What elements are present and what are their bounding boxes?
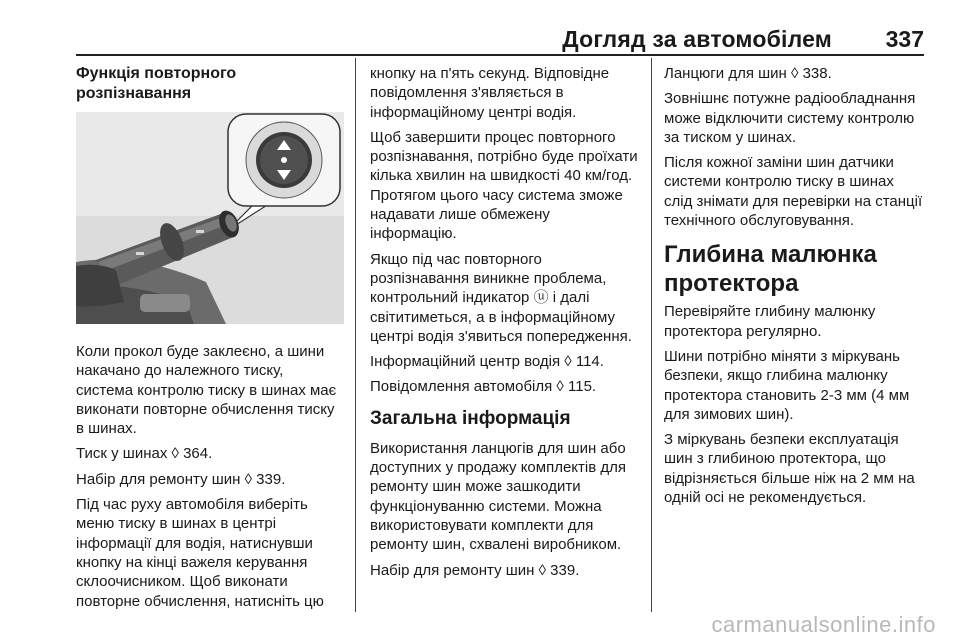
paragraph: Використання ланцюгів для шин або доступних у продажу комплектів для ремонту шин може зашкодити функціонуванню системи. Можна використовувати комплекти для ремонту шин, схвалені виробником. [370, 439, 626, 554]
cross-reference: Повідомлення автомобіля ◊ 115. [370, 378, 597, 396]
column-1 [76, 64, 344, 617]
cross-reference: Інформаційний центр водія ◊ 114. [370, 353, 604, 371]
cross-reference: Тиск у шинах ◊ 364. [76, 445, 213, 463]
paragraph: Зовнішнє потужне радіообладнання може відключити систему контролю за тиском у шинах. [664, 90, 916, 146]
cross-reference: Набір для ремонту шин ◊ 339. [76, 470, 286, 488]
watermark: carmanualsonline.info [711, 612, 936, 637]
section-subheading: Функція повторного розпізнавання [76, 65, 237, 102]
column-2 [370, 64, 640, 586]
paragraph: Після кожної заміни шин датчики системи контролю тиску в шинах слід знімати для перевірки на станції технічного обслуговування. [664, 154, 923, 230]
page-header [0, 0, 960, 58]
section-heading: Глибина малюнка протектора [664, 241, 877, 298]
header-rule [76, 54, 924, 56]
section-heading: Загальна інформація [370, 407, 571, 429]
wiper-stalk-illustration [76, 112, 344, 324]
paragraph: Шини потрібно міняти з міркувань безпеки, якщо глибина малюнку протектора становить 2-3 мм (4 мм для зимових шин). [664, 347, 910, 423]
paragraph: З міркувань безпеки експлуатація шин з глибиною протектора, що відрізняється більше ніж на 2 мм на одній осі не рекомендується. [664, 431, 915, 507]
column-divider-2 [651, 58, 652, 612]
page-title: Догляд за автомобілем [562, 26, 832, 52]
cross-reference: Набір для ремонту шин ◊ 339. [370, 561, 580, 579]
cross-reference: Ланцюги для шин ◊ 338. [664, 65, 832, 82]
paragraph: Під час руху автомобіля виберіть меню тиску в шинах в центрі інформації для водія, натиснувши кнопку на кінці важеля керування склоочисником. Щоб виконати повторне обчислення, натисніть цю [76, 496, 324, 610]
paragraph: кнопку на п'ять секунд. Відповідне повідомлення з'являється в інформаційному центрі водія. [370, 65, 610, 121]
paragraph: Щоб завершити процес повторного розпізнавання, потрібно буде проїхати кілька хвилин на швидкості 40 км/год. Протягом цього часу система зможе надавати лише обмежену інформацію. [370, 128, 638, 243]
column-3 [664, 64, 926, 513]
paragraph: Перевіряйте глибину малюнку протектора регулярно. [664, 303, 876, 340]
paragraph: Коли прокол буде заклеєно, а шини накачано до належного тиску, система контролю тиску в шинах має виконати повторне обчислення тиску в шинах. [76, 343, 337, 438]
paragraph: Якщо під час повторного розпізнавання виникне проблема, контрольний індикатор ⓤ і далі світитиметься, а в інформаційному центрі водія з'явиться попередження. [370, 250, 632, 345]
page-number: 337 [885, 26, 924, 52]
column-divider-1 [355, 58, 356, 612]
